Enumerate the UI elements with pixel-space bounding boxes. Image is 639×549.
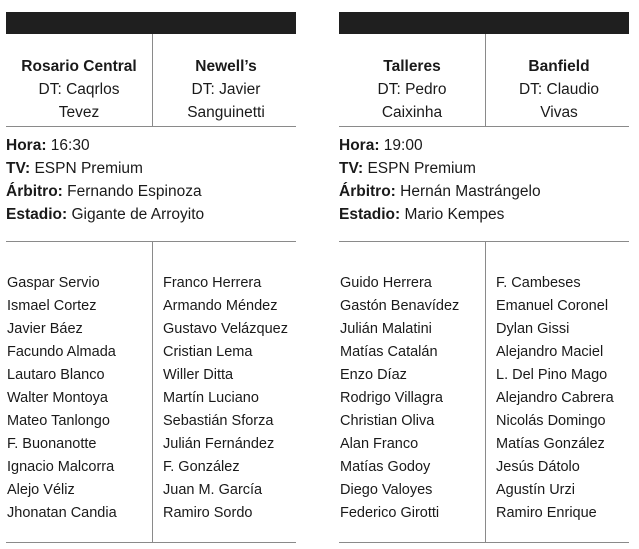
home-team-name: Talleres [383,58,441,75]
away-team-name: Newell’s [195,58,257,75]
home-team-name: Rosario Central [21,58,137,75]
away-coach-line2: Vivas [540,104,578,121]
teams-header [339,34,629,127]
player-name: Emanuel Coronel [496,298,609,314]
match-card-rosario-newells [6,12,296,542]
player-name: Lautaro Blanco [7,367,105,383]
player-name: Sebastián Sforza [163,413,274,429]
arbitro-row [6,180,296,203]
away-coach-line1: DT: Javier [191,81,261,98]
player-name: Gastón Benavídez [340,298,460,314]
player-name: Federico Girotti [340,505,440,521]
player-name: Alan Franco [340,436,419,452]
player-name: Gaspar Servio [7,275,100,291]
player-name: Matías Godoy [340,459,431,475]
tv-value: ESPN Premium [34,160,143,177]
player-name: F. Buonanotte [7,436,97,452]
home-lineup [340,272,484,525]
away-team-name: Banfield [528,58,590,75]
player-name: Franco Herrera [163,275,262,291]
player-name: Alejandro Cabrera [496,390,614,406]
player-name: Facundo Almada [7,344,116,360]
home-team [339,34,485,124]
player-name: Mateo Tanlongo [7,413,110,429]
player-name: Alejandro Maciel [496,344,604,360]
away-lineup [163,272,307,525]
away-coach-line2: Sanguinetti [187,104,265,121]
hora-row [339,134,629,157]
estadio-label: Estadio: [6,206,68,223]
away-coach-line1: DT: Claudio [518,81,600,98]
away-team [486,34,632,124]
player-name: Ramiro Enrique [496,505,597,521]
player-name: Agustín Urzi [496,482,575,498]
player-name: Diego Valoyes [340,482,433,498]
player-name: Nicolás Domingo [496,413,606,429]
divider [152,242,153,542]
hora-label: Hora: [6,137,47,154]
estadio-value: Gigante de Arroyito [71,206,205,223]
home-coach-line1: DT: Caqrlos [38,81,120,98]
player-name: Juan M. García [163,482,263,498]
player-name: Javier Báez [7,321,83,337]
player-name: Alejo Véliz [7,482,75,498]
tv-label: TV: [339,160,364,177]
player-name: Guido Herrera [340,275,432,291]
player-name: Jesús Dátolo [496,459,580,475]
home-coach-line2: Caixinha [381,104,443,121]
home-coach-line2: Tevez [58,104,100,121]
player-name: Ismael Cortez [7,298,97,314]
player-name: Julián Malatini [340,321,432,337]
player-name: Dylan Gissi [496,321,570,337]
player-name: Rodrigo Villagra [340,390,443,406]
home-team [6,34,152,124]
card-header-bar [6,12,296,34]
player-name: F. Cambeses [496,275,581,291]
teams-header [6,34,296,127]
player-name: Christian Oliva [340,413,435,429]
player-name: Matías Catalán [340,344,438,360]
player-name: Enzo Díaz [340,367,407,383]
lineups [339,241,629,543]
hora-row [6,134,296,157]
estadio-row [6,203,296,226]
match-card-talleres-banfield [339,12,629,542]
player-name: Ramiro Sordo [163,505,253,521]
player-name: Martín Luciano [163,390,259,406]
divider [485,242,486,542]
player-name: Walter Montoya [7,390,108,406]
player-name: L. Del Pino Mago [496,367,608,383]
home-coach-line1: DT: Pedro [377,81,447,98]
player-name: F. González [163,459,240,475]
hora-value: 16:30 [50,137,90,154]
tv-row [6,157,296,180]
arbitro-value: Fernando Espinoza [67,183,202,200]
player-name: Julián Fernández [163,436,275,452]
player-name: Jhonatan Candia [7,505,117,521]
away-lineup [496,272,639,525]
tv-row [339,157,629,180]
arbitro-label: Árbitro: [339,183,396,200]
match-info [6,134,296,226]
arbitro-row [339,180,629,203]
match-info [339,134,629,226]
player-name: Armando Méndez [163,298,278,314]
arbitro-value: Hernán Mastrángelo [400,183,541,200]
lineups [6,241,296,543]
player-name: Gustavo Velázquez [163,321,288,337]
estadio-row [339,203,629,226]
player-name: Cristian Lema [163,344,253,360]
away-team [153,34,299,124]
hora-label: Hora: [339,137,380,154]
player-name: Matías González [496,436,605,452]
player-name: Ignacio Malcorra [7,459,115,475]
home-lineup [7,272,151,525]
player-name: Willer Ditta [163,367,234,383]
card-header-bar [339,12,629,34]
hora-value: 19:00 [383,137,423,154]
tv-label: TV: [6,160,31,177]
tv-value: ESPN Premium [367,160,476,177]
arbitro-label: Árbitro: [6,183,63,200]
estadio-label: Estadio: [339,206,401,223]
estadio-value: Mario Kempes [404,206,505,223]
